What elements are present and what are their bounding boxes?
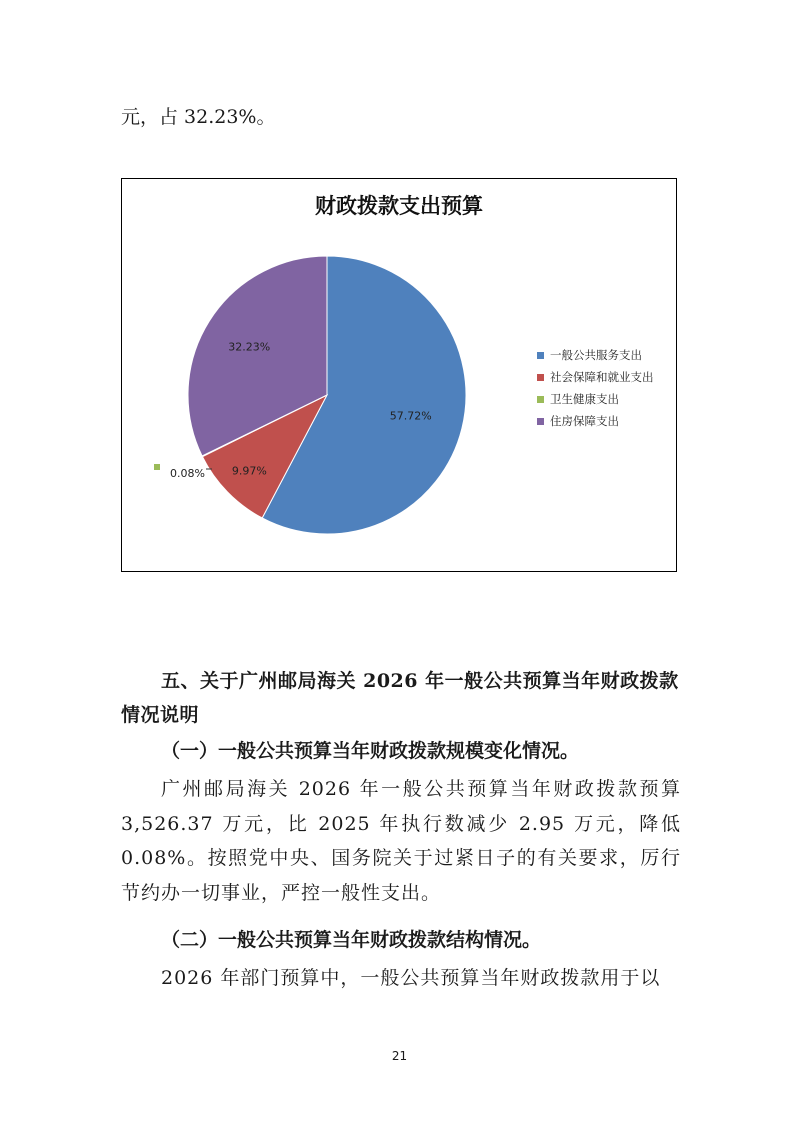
paragraph-2: 2026 年部门预算中，一般公共预算当年财政拨款用于以 bbox=[161, 967, 661, 989]
subsection-heading-1: （一）一般公共预算当年财政拨款规模变化情况。 bbox=[161, 740, 580, 762]
legend-label-1: 一般公共服务支出 bbox=[550, 348, 642, 362]
section-heading: 五、关于广州邮局海关 2026 年一般公共预算当年财政拨款情况说明 bbox=[121, 670, 679, 726]
subsection-heading-2: （二）一般公共预算当年财政拨款结构情况。 bbox=[161, 929, 542, 951]
pie-slice-label-4: 32.23% bbox=[228, 340, 271, 354]
pie-slice-label-1: 57.72% bbox=[389, 409, 432, 423]
pie-chart-container bbox=[121, 178, 677, 572]
chart-title: 财政拨款支出预算 bbox=[315, 194, 483, 218]
legend-label-3: 卫生健康支出 bbox=[550, 392, 619, 406]
pie-chart bbox=[122, 179, 676, 571]
continued-text: 元，占 32.23%。 bbox=[121, 106, 276, 128]
legend-label-4: 住房保障支出 bbox=[550, 414, 619, 428]
legend-swatch-1 bbox=[537, 352, 544, 359]
legend-swatch-4 bbox=[537, 418, 544, 425]
legend-swatch-3 bbox=[537, 396, 544, 403]
pie-slice-label-3: 0.08% bbox=[170, 467, 205, 480]
pie-slice-label-2: 9.97% bbox=[231, 464, 267, 478]
page-number: 21 bbox=[391, 1049, 408, 1063]
legend-label-2: 社会保障和就业支出 bbox=[550, 370, 654, 384]
legend-swatch-2 bbox=[537, 374, 544, 381]
slice-label-marker bbox=[154, 464, 160, 470]
paragraph-1: 广州邮局海关 2026 年一般公共预算当年财政拨款预算 3,526.37 万元，比 2025 年执行数减少 2.95 万元，降低 0.08%。按照党中央、国务院关于过紧日子的有关要求，厉行节约办一切事业，严控一般性支出。 bbox=[121, 778, 681, 904]
